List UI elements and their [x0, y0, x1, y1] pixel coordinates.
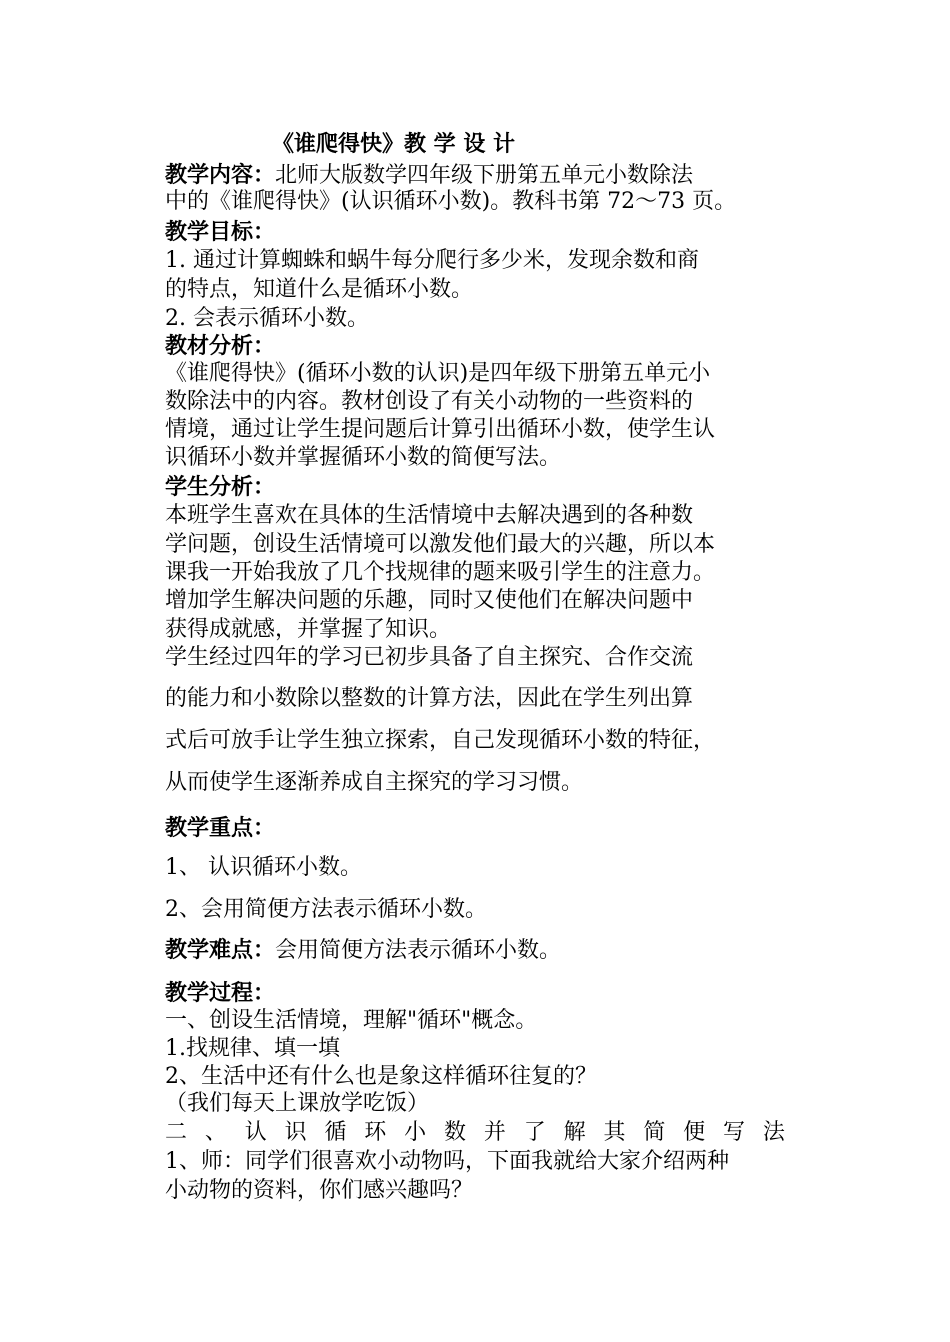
student-line-6: 学生经过四年的学习已初步具备了自主探究、合作交流	[165, 645, 694, 670]
difficulty-line	[165, 937, 561, 964]
student-line-2: 学问题，创设生活情境可以激发他们最大的兴趣，所以本	[165, 532, 716, 557]
student-line-4: 增加学生解决问题的乐趣，同时又使他们在解决问题中	[165, 588, 694, 613]
process-char: 了	[523, 1120, 546, 1145]
difficulty-label: 教学难点：	[165, 937, 276, 963]
student-line-9: 从而使学生逐渐养成自主探究的学习习惯。	[165, 770, 584, 795]
difficulty-text: 会用简便方法表示循环小数。	[275, 938, 562, 963]
process-char: 、	[204, 1120, 227, 1145]
process-char: 二	[165, 1120, 188, 1145]
process-line-6: 1、师：同学们很喜欢小动物吗，下面我就给大家介绍两种	[165, 1149, 729, 1174]
teaching-process-label: 教学过程：	[165, 980, 276, 1006]
process-char: 便	[683, 1120, 706, 1145]
goal-1-line-2: 的特点，知道什么是循环小数。	[165, 277, 474, 302]
process-char: 小	[404, 1120, 427, 1145]
student-line-1: 本班学生喜欢在具体的生活情境中去解决遇到的各种数	[165, 503, 694, 528]
document-title: 《谁爬得快》教 学 设 计	[272, 131, 515, 157]
student-line-3: 课我一开始我放了几个找规律的题来吸引学生的注意力。	[165, 560, 716, 585]
process-line-5	[165, 1120, 785, 1146]
key-point-2: 2、会用简便方法表示循环小数。	[165, 897, 487, 922]
teaching-content-label: 教学内容：	[165, 162, 276, 188]
process-line-7: 小动物的资料，你们感兴趣吗？	[165, 1178, 474, 1203]
process-char: 其	[603, 1120, 626, 1145]
process-char: 数	[444, 1120, 467, 1145]
process-char: 写	[723, 1120, 746, 1145]
material-line-2: 数除法中的内容。教材创设了有关小动物的一些资料的	[165, 389, 694, 414]
material-analysis-label: 教材分析：	[165, 333, 276, 359]
process-char: 法	[762, 1120, 785, 1145]
process-line-1: 一、创设生活情境，理解"循环"概念。	[165, 1008, 538, 1033]
teaching-content-text: 北师大版数学四年级下册第五单元小数除法	[275, 163, 694, 188]
goal-1-line-1: 1. 通过计算蜘蛛和蜗牛每分爬行多少米，发现余数和商	[165, 248, 699, 273]
teaching-goals-label: 教学目标：	[165, 219, 276, 245]
key-point-1: 1、 认识循环小数。	[165, 855, 362, 880]
material-line-1: 《谁爬得快》(循环小数的认识)是四年级下册第五单元小	[165, 361, 711, 386]
process-char: 认	[244, 1120, 267, 1145]
material-line-4: 识循环小数并掌握循环小数的简便写法。	[165, 445, 562, 470]
process-char: 循	[324, 1120, 347, 1145]
process-line-2: 1.找规律、填一填	[165, 1036, 340, 1061]
process-char: 简	[643, 1120, 666, 1145]
process-char: 环	[364, 1120, 387, 1145]
key-points-label: 教学重点：	[165, 815, 276, 841]
material-line-3: 情境，通过让学生提问题后计算引出循环小数，使学生认	[165, 417, 716, 442]
process-line-3: 2、生活中还有什么也是象这样循环往复的？	[165, 1064, 597, 1089]
goal-2: 2. 会表示循环小数。	[165, 306, 369, 331]
student-line-7: 的能力和小数除以整数的计算方法，因此在学生列出算	[165, 686, 694, 711]
process-char: 识	[284, 1120, 307, 1145]
student-analysis-label: 学生分析：	[165, 474, 276, 500]
process-char: 并	[483, 1120, 506, 1145]
student-line-5: 获得成就感，并掌握了知识。	[165, 617, 452, 642]
process-char: 解	[563, 1120, 586, 1145]
teaching-content-line-1	[165, 162, 693, 189]
teaching-content-line-2: 中的《谁爬得快》(认识循环小数)。教科书第 72～73 页。	[165, 189, 737, 214]
student-line-8: 式后可放手让学生独立探索，自己发现循环小数的特征，	[165, 728, 716, 753]
process-line-4: （我们每天上课放学吃饭）	[165, 1091, 430, 1116]
